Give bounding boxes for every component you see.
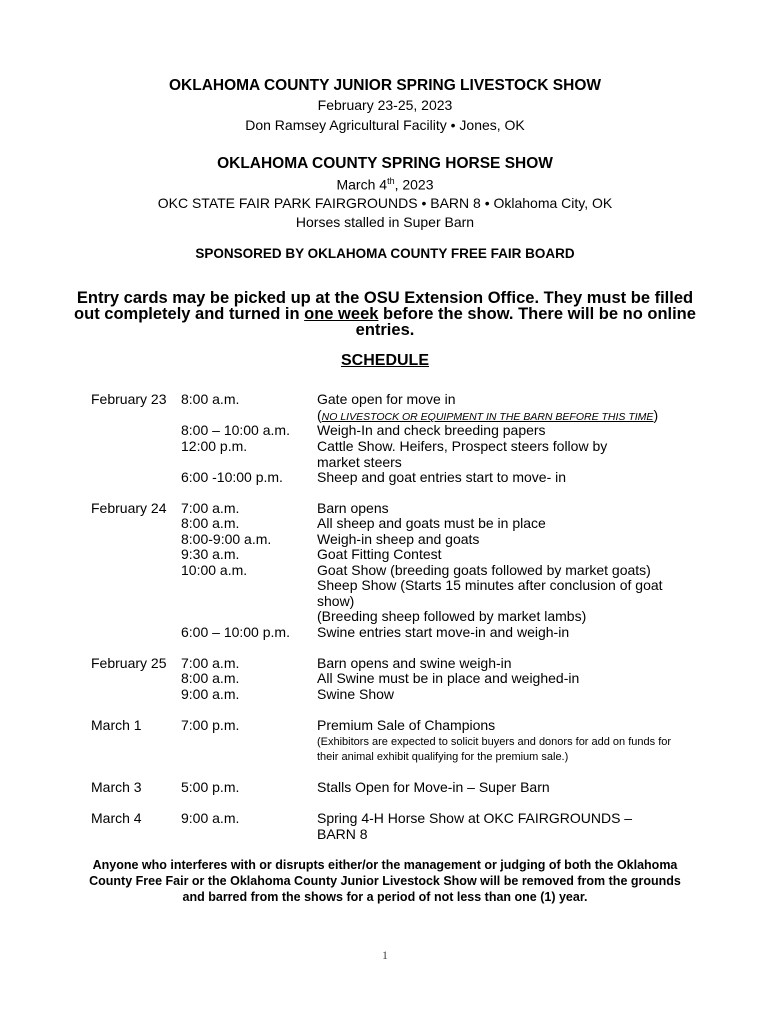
schedule-desc: Barn opens and swine weigh-in	[317, 655, 512, 671]
schedule-time: 6:00 – 10:00 p.m.	[181, 624, 290, 640]
page-number: 1	[382, 948, 388, 962]
sponsor-line: SPONSORED BY OKLAHOMA COUNTY FREE FAIR BOARD	[195, 246, 575, 261]
schedule-time: 6:00 -10:00 p.m.	[181, 469, 283, 485]
horse-stall-note: Horses stalled in Super Barn	[295, 214, 475, 230]
schedule-time: 10:00 a.m.	[181, 562, 248, 578]
schedule-time: 8:00 a.m.	[181, 515, 240, 531]
schedule-desc: Swine Show	[317, 686, 395, 702]
schedule-time: 7:00 a.m.	[181, 655, 240, 671]
schedule-time: 12:00 p.m.	[181, 438, 248, 454]
schedule-desc: Sheep and goat entries start to move- in	[317, 469, 567, 485]
schedule-desc: Swine entries start move-in and weigh-in	[317, 624, 570, 640]
schedule-time: 7:00 p.m.	[181, 717, 240, 733]
schedule-date: March 1	[91, 717, 142, 733]
schedule-title: SCHEDULE	[340, 352, 429, 369]
schedule-date: February 24	[91, 500, 167, 516]
livestock-show-venue: Don Ramsey Agricultural Facility • Jones, OK	[245, 117, 525, 133]
horse-show-title: OKLAHOMA COUNTY SPRING HORSE SHOW	[217, 155, 553, 172]
schedule-time: 8:00 – 10:00 a.m.	[181, 422, 290, 438]
schedule-note: (NO LIVESTOCK OR EQUIPMENT IN THE BARN BEFORE THIS TIME)	[317, 407, 659, 423]
livestock-show-dates: February 23-25, 2023	[317, 97, 453, 113]
schedule-time: 9:00 a.m.	[181, 686, 240, 702]
conduct-warning: Anyone who interferes with or disrupts either/or the management or judging of both the Oklahoma County Free Fair or the Oklahoma County Junior Livestock Show will be removed from the grounds and barred from the shows for a period of not less than one (1) year.	[89, 858, 681, 904]
schedule-time: 7:00 a.m.	[181, 500, 240, 516]
schedule-desc: Goat Fitting Contest	[317, 546, 442, 562]
horse-show-date: March 4th, 2023	[336, 176, 434, 193]
schedule-date: March 4	[91, 810, 142, 826]
schedule-time: 8:00 a.m.	[181, 670, 240, 686]
schedule-time: 9:30 a.m.	[181, 546, 240, 562]
livestock-show-title: OKLAHOMA COUNTY JUNIOR SPRING LIVESTOCK SHOW	[168, 77, 602, 94]
schedule-desc: Stalls Open for Move-in – Super Barn	[317, 779, 550, 795]
schedule-desc: All Swine must be in place and weighed-in	[317, 670, 580, 686]
schedule-date: March 3	[91, 779, 142, 795]
schedule-desc: All sheep and goats must be in place	[317, 515, 546, 531]
schedule-date: February 23	[91, 391, 167, 407]
schedule-desc: Premium Sale of Champions	[317, 717, 496, 733]
schedule-time: 5:00 p.m.	[181, 779, 240, 795]
schedule-time: 8:00 a.m.	[181, 391, 240, 407]
schedule-desc: Gate open for move in	[317, 391, 456, 407]
schedule-time: 9:00 a.m.	[181, 810, 240, 826]
horse-show-venue: OKC STATE FAIR PARK FAIRGROUNDS • BARN 8 • Oklahoma City, OK	[157, 195, 613, 211]
schedule-note: (Exhibitors are expected to solicit buyers and donors for add on funds for their animal exhibit qualifying for the premium sale.)	[317, 736, 672, 763]
schedule-desc: Weigh-in sheep and goats	[317, 531, 480, 547]
schedule-desc: Weigh-In and check breeding papers	[317, 422, 546, 438]
schedule-desc: Spring 4-H Horse Show at OKC FAIRGROUNDS – BARN 8	[317, 810, 633, 842]
schedule-desc: Goat Show (breeding goats followed by market goats)	[317, 562, 651, 578]
schedule-time: 8:00-9:00 a.m.	[181, 531, 272, 547]
schedule-desc: Barn opens	[317, 500, 389, 516]
entry-notice: Entry cards may be picked up at the OSU Extension Office. They must be filled out completely and turned in one week before the show. There will be no online entries.	[74, 289, 696, 339]
schedule-desc: Sheep Show (Starts 15 minutes after conclusion of goat show)	[317, 577, 663, 609]
schedule-date: February 25	[91, 655, 167, 671]
schedule-desc: (Breeding sheep followed by market lambs)	[317, 608, 587, 624]
schedule-desc: Cattle Show. Heifers, Prospect steers follow by market steers	[317, 438, 608, 470]
